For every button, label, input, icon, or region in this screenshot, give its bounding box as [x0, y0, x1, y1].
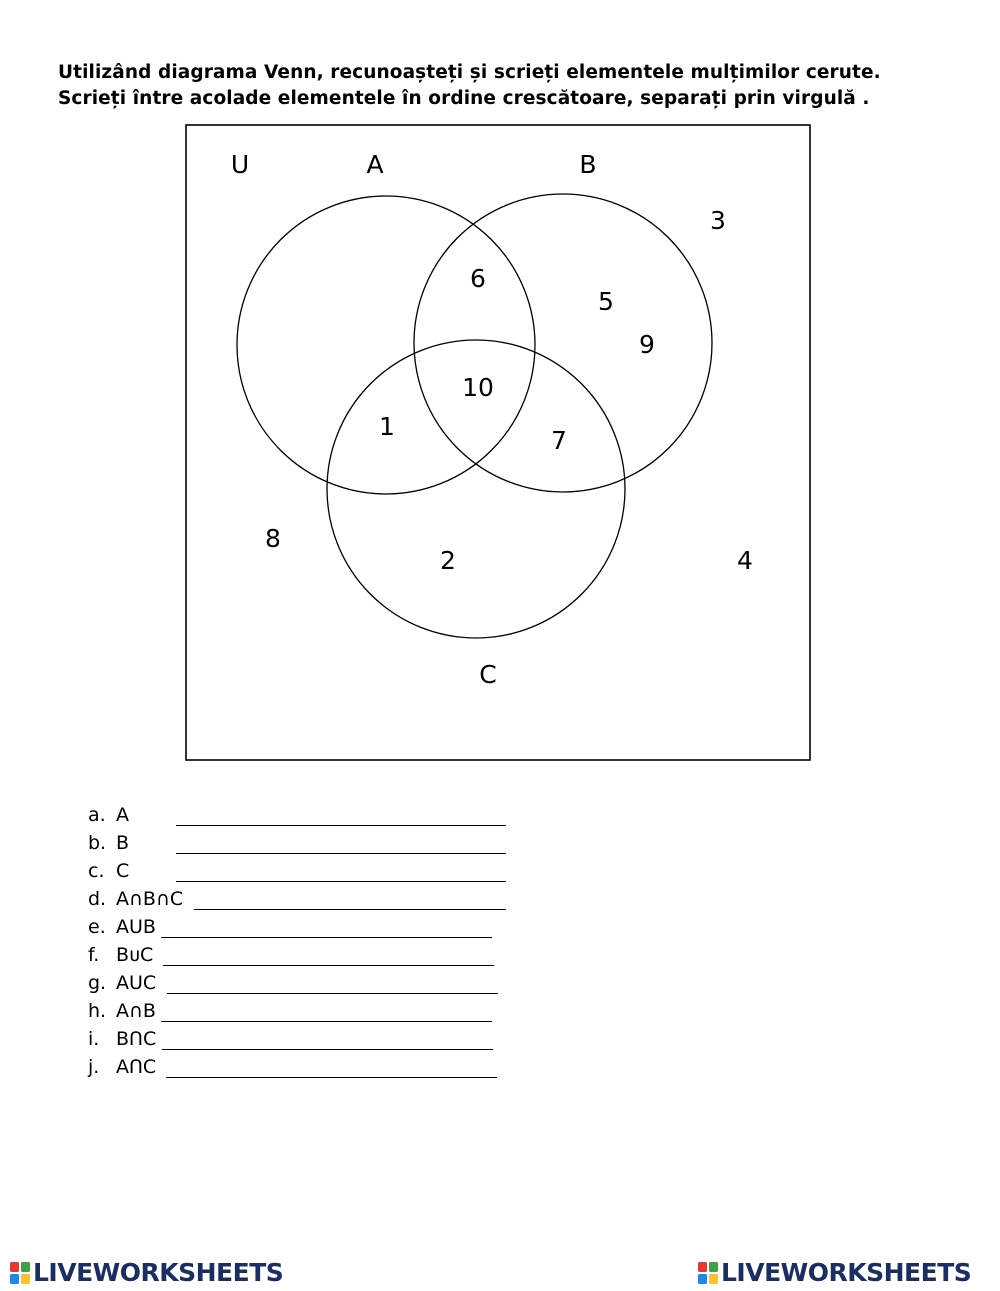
set-label-c: C: [479, 660, 497, 689]
answer-line[interactable]: [176, 825, 506, 826]
venn-number: 3: [710, 206, 726, 235]
question-letter: j.: [88, 1056, 100, 1078]
question-letter: d.: [88, 888, 107, 910]
venn-number: 7: [551, 426, 567, 455]
answer-line[interactable]: [176, 853, 506, 854]
question-item: [88, 1000, 528, 1028]
answer-line[interactable]: [166, 1077, 497, 1078]
venn-number: 8: [265, 524, 281, 553]
question-label: BᴜC: [116, 944, 154, 966]
question-label: A∩B: [116, 1000, 156, 1022]
circle-a: [237, 196, 535, 494]
venn-number: 4: [737, 546, 753, 575]
question-letter: a.: [88, 804, 106, 826]
question-label: A: [116, 804, 129, 826]
question-item: [88, 860, 528, 888]
question-letter: g.: [88, 972, 107, 994]
venn-number: 9: [639, 330, 655, 359]
set-label-a: A: [366, 150, 384, 179]
venn-number: 6: [470, 264, 486, 293]
question-item: [88, 1028, 528, 1056]
logo-text: LIVEWORKSHEETS: [33, 1258, 284, 1287]
question-letter: f.: [88, 944, 100, 966]
answer-line[interactable]: [161, 937, 492, 938]
question-item: [88, 944, 528, 972]
answer-line[interactable]: [167, 993, 498, 994]
question-item: [88, 972, 528, 1000]
instruction-line-2: Scrieți între acolade elementele în ordine crescătoare, separați prin virgulă .: [58, 88, 870, 109]
question-letter: i.: [88, 1028, 100, 1050]
question-label: BՈC: [116, 1028, 157, 1050]
question-item: [88, 916, 528, 944]
venn-number: 2: [440, 546, 456, 575]
question-label: C: [116, 860, 130, 882]
question-item: [88, 832, 528, 860]
liveworksheets-logo-right: [698, 1258, 971, 1288]
question-letter: e.: [88, 916, 106, 938]
question-label: B: [116, 832, 130, 854]
logo-text: LIVEWORKSHEETS: [721, 1258, 972, 1287]
question-label: AUC: [116, 972, 157, 994]
liveworksheets-mark-icon: [10, 1262, 30, 1284]
question-item: [88, 888, 528, 916]
venn-number: 5: [598, 287, 614, 316]
universe-label: U: [230, 150, 250, 179]
question-label: AUB: [116, 916, 156, 938]
venn-number: 1: [379, 412, 395, 441]
question-letter: b.: [88, 832, 107, 854]
question-label: A∩B∩C: [116, 888, 184, 910]
instruction-line-1: Utilizând diagrama Venn, recunoașteți și scrieți elementele mulțimilor cerute.: [58, 62, 881, 83]
question-letter: h.: [88, 1000, 107, 1022]
set-label-b: B: [579, 150, 597, 179]
liveworksheets-mark-icon: [698, 1262, 718, 1284]
question-item: [88, 1056, 528, 1084]
venn-number: 10: [462, 373, 494, 402]
answer-line[interactable]: [163, 965, 494, 966]
answer-line[interactable]: [194, 909, 506, 910]
question-label: AՈC: [116, 1056, 157, 1078]
question-item: [88, 804, 528, 832]
liveworksheets-logo-left: [10, 1258, 283, 1288]
question-letter: c.: [88, 860, 105, 882]
answer-line[interactable]: [162, 1049, 493, 1050]
answer-line[interactable]: [176, 881, 506, 882]
answer-line[interactable]: [161, 1021, 492, 1022]
